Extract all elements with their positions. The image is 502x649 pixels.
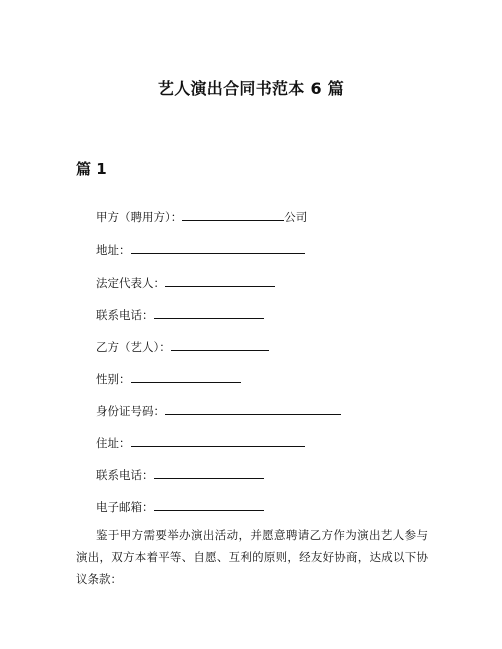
intro-paragraph: 鉴于甲方需要举办演出活动，并愿意聘请乙方作为演出艺人参与演出，双方本着平等、自愿、互利的原则，经友好协商，达成以下协议条款： [76, 528, 428, 586]
field-phone-b [96, 466, 264, 483]
field-label: 甲方（聘用方）： [96, 210, 183, 224]
blank-line [182, 208, 284, 221]
field-id-number [96, 402, 341, 419]
blank-line [154, 466, 264, 479]
field-label: 身份证号码： [96, 404, 165, 418]
blank-line [131, 434, 305, 447]
field-label: 联系电话： [96, 468, 154, 482]
field-gender [96, 370, 241, 387]
field-party-a [96, 208, 307, 225]
field-legal-representative [96, 274, 275, 291]
blank-line [131, 370, 241, 383]
blank-line [154, 498, 264, 511]
blank-line [165, 274, 275, 287]
blank-line [154, 306, 264, 319]
field-residence [96, 434, 305, 451]
field-label: 法定代表人： [96, 276, 165, 290]
field-suffix: 公司 [284, 210, 308, 224]
document-title: 艺人演出合同书范本 6 篇 [157, 79, 345, 98]
field-phone-a [96, 306, 264, 323]
section-heading: 篇 1 [76, 160, 107, 178]
field-label: 联系电话： [96, 308, 154, 322]
field-label: 乙方（艺人）： [96, 340, 171, 354]
field-label: 电子邮箱： [96, 500, 154, 514]
field-party-b [96, 338, 269, 355]
field-label: 地址： [96, 243, 131, 257]
field-address [96, 241, 305, 258]
blank-line [131, 241, 305, 254]
field-label: 性别： [96, 372, 131, 386]
field-email [96, 498, 264, 515]
blank-line [165, 402, 341, 415]
field-label: 住址： [96, 436, 131, 450]
blank-line [171, 338, 269, 351]
